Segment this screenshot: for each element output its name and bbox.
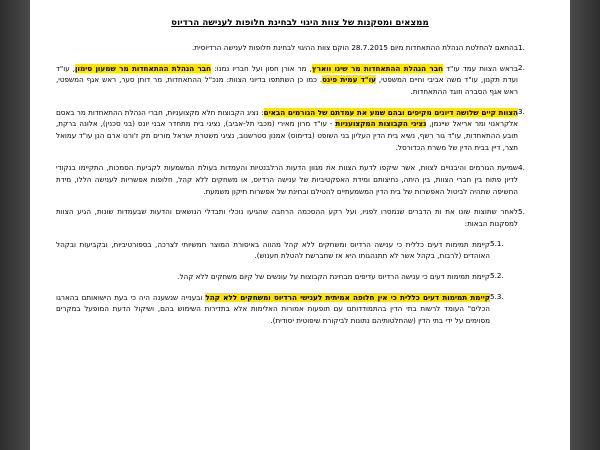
sub-clause-number: 5.3. <box>490 292 504 301</box>
clause-number: 2. <box>518 63 525 73</box>
highlighted-text: חבר הנהלת ההתאחדות מר שמעון סימון <box>75 63 212 73</box>
clause <box>56 63 544 98</box>
clause-body <box>56 206 518 229</box>
body-text: - עו"ד מרון מאירי (מכבי תל-אביב), נציגי בית מתחדר אבני יונס (בני סכנין), אלונה ברקת, תובע ההתאחדות, עו"ד גור רשף, נשיא בית הדין העליון בני השופט (בדימוס) אמנון סטרשנוב, נציגי משטרת ישראל מורים תק ז'ורנו ארם הנן עו"ד עמואל תצר, דיין בבית הדין של משרת הכדורסל. <box>56 119 518 152</box>
highlighted-text: קיימת תמימות דעים כללית כי אין חלופה אמיתית לענישי הרדיוס ומשחקים ללא קהל <box>205 292 490 302</box>
body-text: . כמו כן השתתפו בדיוני הצוות: מנכ"ל ההתאחדות, מר דותן סער, ראש אגף המשפטי, ראש אגף הסברה וזוגד ההתאחדות. <box>56 75 518 96</box>
body-text: , מר אורן חסון ועל חבריו נמנו: <box>211 63 312 73</box>
clause-number: 4. <box>518 162 525 172</box>
body-text: ובענייה שנשענה היה כי בעת הישואותם בהארגו הכלים" העומד לרשות בתי הדין בהתמודדותם עם תופעות אמורות האלימות אלא בתדירות השימוש בהם, ושיקול הדעת המופעל במקרים מסוימים על ידי בתי הדין (שהחלטותיהם נתונות לביקורת שיפוטית יסודית). <box>56 292 490 325</box>
page-left-shadow <box>0 0 30 450</box>
document-page <box>30 0 570 450</box>
sub-clause <box>56 239 524 262</box>
clause-number: 1. <box>518 42 525 52</box>
sub-clause-body <box>56 271 490 283</box>
clause-body <box>56 162 518 197</box>
highlighted-text: נציגי הקבוצות המקצועניות <box>335 119 427 129</box>
body-text: קיימת תמימות דעים כללית כי ענישה הרדיוס ומשחקים ללא קהל מהווה באיסורת המוצר חמשיותי לצרכה, בספורטיביות, ובקביעות ובקהל האוהדים (לרבות, בקהל אשר לא תתנהגותו היא אז שחברשת להטלת חענוש). <box>56 239 490 261</box>
body-text: בראש הצוות עמד עו"ד <box>443 63 518 73</box>
clause <box>56 162 544 197</box>
highlighted-text: עו"ד עמית פינס <box>322 75 376 85</box>
clause <box>56 42 544 54</box>
clause-number: 5. <box>518 206 525 216</box>
page-title: ממצאים ומסקנות של צוות היגוי לבחינת חלופות לענישה הרדיוס <box>171 18 429 28</box>
body-text: , עו"ד ועדת תקנון, עו"ד משה אביבי וחיים המשפטי, <box>56 63 518 85</box>
clause-body <box>56 42 518 54</box>
clause <box>56 107 544 154</box>
sub-clause-number: 5.1. <box>490 239 504 249</box>
body-text: לאחר שתוצות שונו את ות הדברים שנמסרו לפניו, ועל רקע ההסכמה הרחבה שהגיעו נוכלי ותבדלי הנושאים והדעות שבעמדות שונות, הגיע הצוות למסקנות הבאות: <box>56 207 518 228</box>
clause-list <box>56 42 544 326</box>
sub-clause-number: 5.2. <box>490 271 504 281</box>
highlighted-text: חבר הנהלת ההתאחדות מר שינו ווארץ <box>311 63 444 73</box>
sub-clause-list <box>56 239 524 327</box>
sub-clause-body <box>56 239 490 262</box>
sub-clause <box>56 292 524 327</box>
clause-body <box>56 107 518 154</box>
highlighted-text: הצוות קיים שלושה דיונים מקיפים ובהם שמע את עמדתם של הגורמים הבאים <box>263 107 518 117</box>
body-text: בהתאם להחלטת הנהלת ההתאחדות מיום 28.7.2015 הוקם צוות ההיגוי לבחינת חלופות לענישה הרדיוסית. <box>191 43 518 52</box>
body-text: : נציג הקבוצות חלא מקצועניות, חברי הנהלת ההתאחדות מר באסם אלקראנוי ומר אריאל שיינמן, <box>56 107 518 129</box>
sub-clause <box>56 271 524 283</box>
clause <box>56 206 544 229</box>
page-right-shadow <box>570 0 600 450</box>
clause-number: 3. <box>518 107 525 117</box>
clause-body <box>56 63 518 98</box>
body-text: קיימת תמימות דעים כי ענישה הרדיוס עדיפים מבחינת הקבוצות על עונשים של קיום משחקים ללא קהל. <box>177 271 490 281</box>
body-text: שמיעת הגורמים והיבנויים לצוות, אשר שיקפו לדעת הצוות את מגוון הדעות הרלבנטיות והעמדות בעולת המשמעות לקביעת הסמכות, התקיימו בנקודי לדיון פתוח בין חברי הצוות, בין היתה, נחיצותם ומידת האפקטיביות של ענישה הרדיוס, או משחקים ללא קהל, חלופות אפשריות לענישה הללו, מידת החשיפה שתהיה לביטול האפשרות של בית הדין המשמעתיים להטילם ובחינת של אפשרות תיקון משמעת. <box>56 163 518 196</box>
sub-clause-body <box>56 292 490 327</box>
